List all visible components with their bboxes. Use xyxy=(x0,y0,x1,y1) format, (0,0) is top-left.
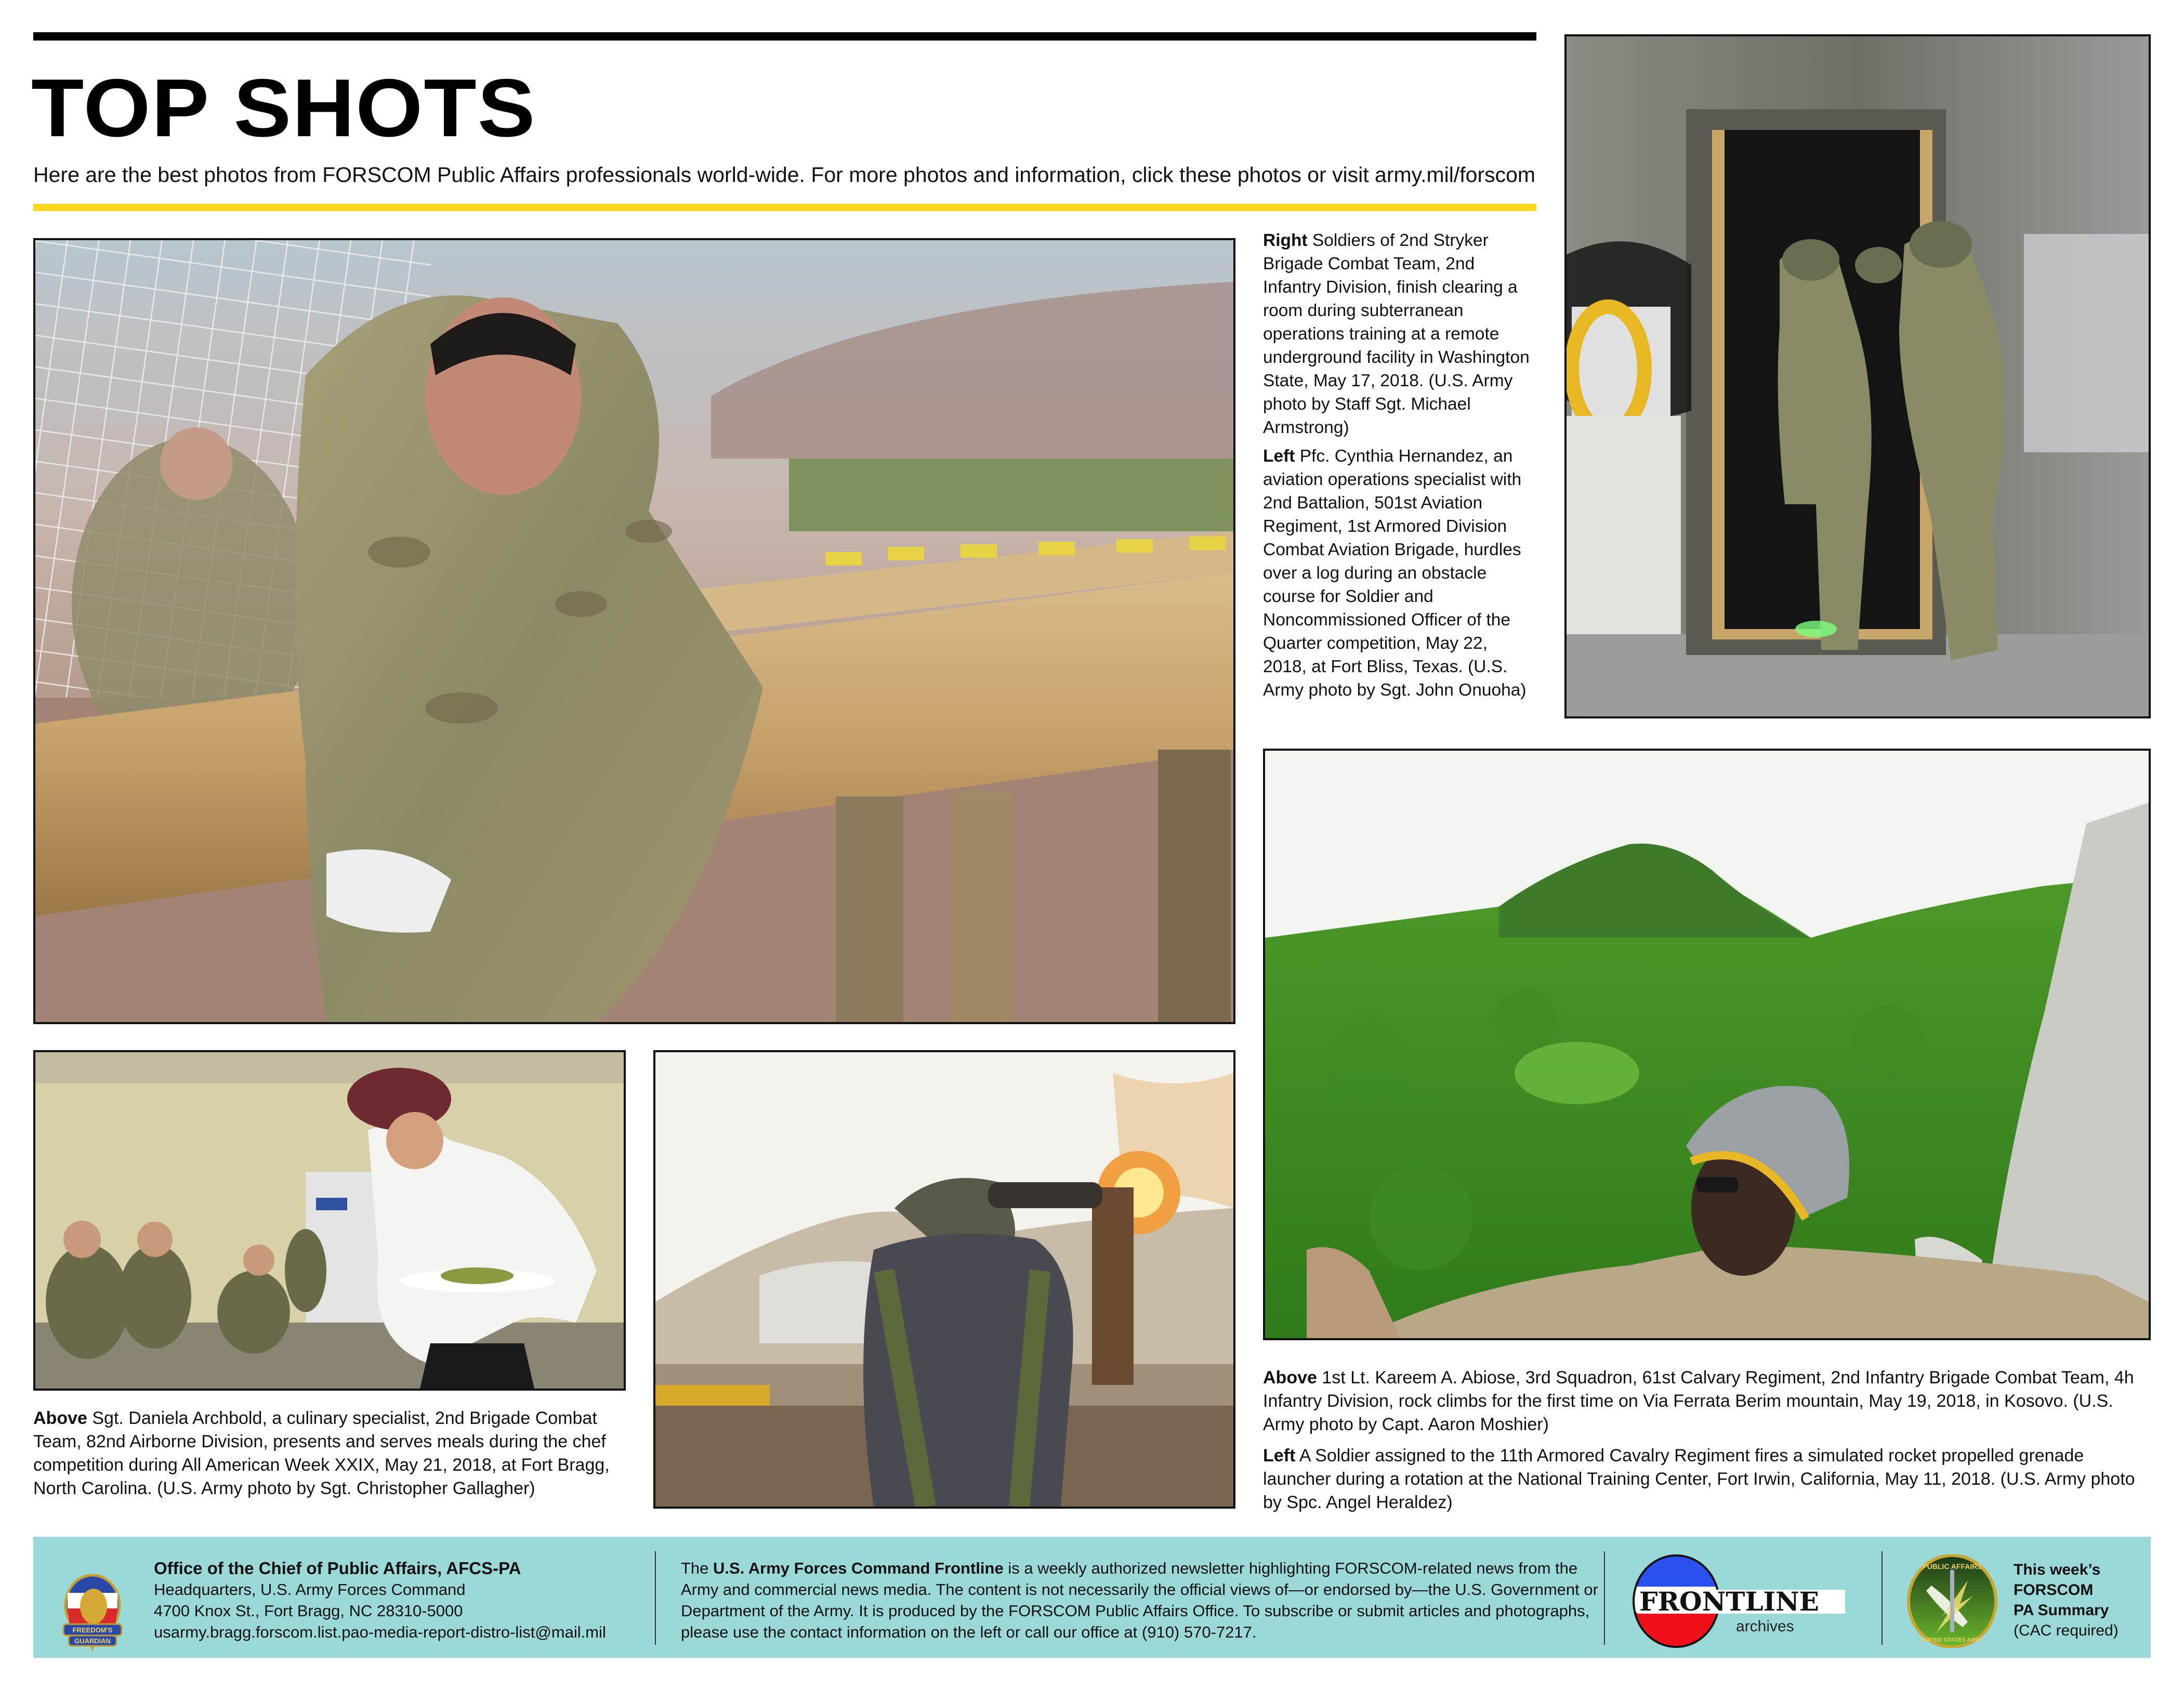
caption-text: Sgt. Daniela Archbold, a culinary specialist, 2nd Brigade Combat Team, 82nd Airborne Division, presents and serves meals during the chef competition during All American Week XXIX, May 21, 2018, at Fort Bragg, North Carolina. (U.S. Army photo by Sgt. Christopher Gallagher) xyxy=(33,1408,610,1498)
caption-text: 1st Lt. Kareem A. Abiose, 3rd Squadron, 61st Calvary Regiment, 2nd Infantry Brigade Combat Team, 4h Infantry Division, rock climbs for the first time on Via Ferrata Berim mountain, May 19, 2018, in Kosovo. (U.S. Army photo by Capt. Aaron Moshier) xyxy=(1263,1368,2134,1434)
top-rule xyxy=(33,32,1536,41)
accent-rule xyxy=(33,204,1536,211)
badge-line2: GUARDIAN xyxy=(74,1637,111,1645)
office-contact-block xyxy=(154,1558,674,1643)
caption-left-rpg xyxy=(1263,1444,2151,1514)
caption-text: Pfc. Cynthia Hernandez, an aviation operations specialist with 2nd Battalion, 501st Aviation Regiment, 1st Armored Division Combat Aviation Brigade, hurdles over a log during an obstacle course for Soldier and Noncommissioned Officer of the Quarter competition, May 22, 2018, at Fort Bliss, Texas. (U.S. Army photo by Sgt. John Onuoha) xyxy=(1263,447,1527,700)
frontline-logo-icon xyxy=(1627,1554,1845,1648)
seal-top-text: PUBLIC AFFAIRS xyxy=(1922,1562,1982,1571)
caption-lead: Left xyxy=(1263,1446,1296,1465)
page-subtitle: Here are the best photos from FORSCOM Public Affairs professionals world-wide. For more photos and information, click these photos or visit army.mil/forscom xyxy=(33,163,1536,187)
caption-lead: Above xyxy=(1263,1368,1317,1388)
pa-summary-line3: PA Summary xyxy=(2014,1602,2109,1619)
photo-obstacle-course[interactable] xyxy=(33,238,1235,1024)
caption-lead: Right xyxy=(1263,231,1308,250)
photo-rpg[interactable] xyxy=(653,1050,1235,1509)
badge-line1: FREEDOM'S xyxy=(72,1626,113,1634)
footer-divider xyxy=(1604,1551,1605,1645)
caption-text: A Soldier assigned to the 11th Armored Cavalry Regiment fires a simulated rocket propelled grenade launcher during a rotation at the National Training Center, Fort Irwin, California, May 11, 2018. (U.S. Army photo by Spc. Angel Heraldez) xyxy=(1263,1446,2135,1512)
caption-above-climb xyxy=(1263,1366,2151,1436)
chef-image xyxy=(35,1052,624,1389)
pa-summary-link[interactable] xyxy=(2014,1560,2138,1641)
caption-right-room-clearing xyxy=(1263,229,1536,439)
photo-room-clearing[interactable] xyxy=(1564,34,2151,718)
office-address: 4700 Knox St., Fort Bragg, NC 28310-5000 xyxy=(154,1602,463,1620)
pa-summary-line2: FORSCOM xyxy=(2014,1581,2094,1599)
photo-chef[interactable] xyxy=(33,1050,626,1391)
rock-climb-image xyxy=(1265,751,2149,1338)
freedoms-guardian-badge-icon[interactable] xyxy=(61,1574,124,1652)
office-email-link[interactable]: usarmy.bragg.forscom.list.pao-media-report-distro-list@mail.mil xyxy=(154,1623,606,1641)
frontline-name: U.S. Army Forces Command Frontline xyxy=(713,1559,1004,1577)
public-affairs-seal-icon[interactable] xyxy=(1905,1554,1999,1648)
frontline-sub: archives xyxy=(1736,1618,1794,1635)
pa-summary-line1: This week’s xyxy=(2014,1561,2101,1578)
pa-summary-line4: (CAC required) xyxy=(2014,1622,2119,1639)
room-clearing-image xyxy=(1567,36,2149,716)
frontline-archives-link[interactable] xyxy=(1627,1554,1845,1648)
caption-left-obstacle-course xyxy=(1263,444,1536,702)
seal-bottom-text: UNITED STATES ARMY xyxy=(1920,1637,1984,1643)
caption-lead: Left xyxy=(1263,447,1295,466)
footer-bar xyxy=(33,1537,2151,1658)
footer-divider xyxy=(1882,1551,1883,1645)
rpg-image xyxy=(655,1052,1233,1507)
frontline-wordmark: FRONTLINE xyxy=(1639,1586,1819,1617)
office-hq: Headquarters, U.S. Army Forces Command xyxy=(154,1580,466,1599)
about-frontline-text: The U.S. Army Forces Command Frontline is a weekly authorized newsletter highlighting FORSCOM-related news from the Army and commercial news media. The content is not necessarily the official views of—or endorsed by—the U.S. Government or Department of the Army. It is produced by the FORSCOM Public Affairs Office. To subscribe or submit articles and photographs, please use the contact information on the left or call our office at (910) 570-7217. xyxy=(681,1559,1598,1641)
caption-lead: Above xyxy=(33,1408,87,1428)
photo-rock-climb[interactable] xyxy=(1263,749,2151,1340)
obstacle-course-image xyxy=(35,240,1233,1022)
caption-above-chef xyxy=(33,1407,626,1500)
office-name: Office of the Chief of Public Affairs, AFCS-PA xyxy=(154,1559,521,1578)
page-title: TOP SHOTS xyxy=(31,62,536,154)
caption-text: Soldiers of 2nd Stryker Brigade Combat Team, 2nd Infantry Division, finish clearing a room during subterranean operations training at a remote underground facility in Washington State, May 17, 2018. (U.S. Army photo by Staff Sgt. Michael Armstrong) xyxy=(1263,231,1530,437)
footer-divider xyxy=(655,1551,656,1645)
